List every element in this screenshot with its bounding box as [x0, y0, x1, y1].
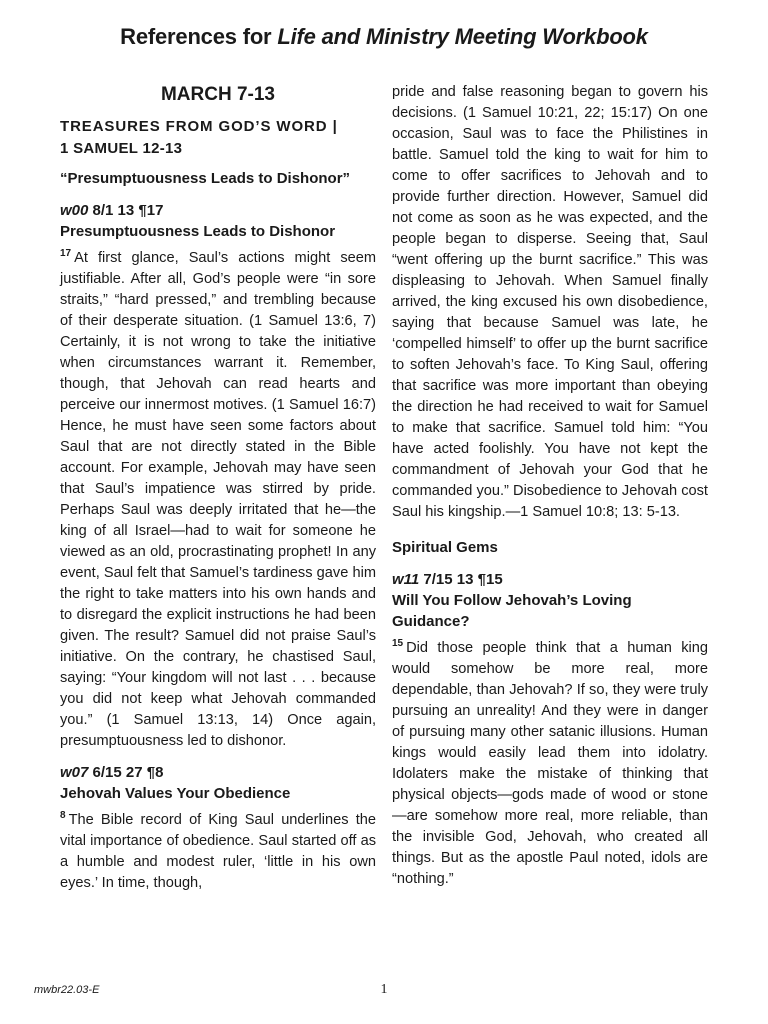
paragraph-number: 8 — [60, 810, 66, 822]
paragraph-number: 17 — [60, 248, 72, 260]
page-title — [0, 24, 768, 50]
paragraph-text: The Bible record of King Saul underlines the vital importance of obedience. Saul started off as a humble and modest ruler, ‘little in his own eyes.’ In time, though, — [60, 812, 376, 891]
reference-citation — [60, 200, 376, 221]
paragraph-number: 15 — [392, 638, 404, 650]
citation-detail: 6/15 27 ¶8 — [88, 764, 164, 781]
publication-code: w07 — [60, 764, 89, 781]
right-column — [392, 82, 708, 894]
paragraph — [60, 248, 376, 752]
paragraph — [392, 638, 708, 890]
article-title: Will You Follow Jehovah’s Loving Guidance? — [392, 592, 632, 630]
publication-code: w11 — [392, 571, 420, 588]
left-column — [60, 84, 376, 898]
footer-code: mwbr22.03-E — [34, 984, 100, 996]
paragraph-continuation: pride and false reasoning began to govern his decisions. (1 Samuel 10:21, 22; 15:17) On one occasion, Saul was to face the Philistines in battle. Samuel told the king to wait for him to come to offer sacrifices to Jehovah and to provide further direction. However, Samuel did not come as soon as he was expected, and the people began to disperse. Seeing that, Saul “went offering up the burnt sacrifice.” This was displeasing to Jehovah. When Samuel finally arrived, the king excused his own disobedience, saying that because Samuel was late, he ‘compelled himself’ to offer up the burnt sacrifice to soften Jehovah’s face. To King Saul, offering that sacrifice was more important than obeying the direction he had received to wait for Samuel to make that sacrifice. Samuel told him: “You have acted foolishly. You have not kept the commandment of Jehovah your God that he commanded you.” Disobedience to Jehovah cost Saul his kingship.—1 Samuel 10:8; 13: 5-13. — [392, 84, 708, 520]
spiritual-gems-heading: Spiritual Gems — [392, 539, 498, 556]
part-title: “Presumptuousness Leads to Dishonor” — [60, 170, 351, 187]
citation-detail: 7/15 13 ¶15 — [419, 571, 503, 588]
section-heading-line1: TREASURES FROM GOD’S WORD | — [60, 118, 338, 135]
week-heading: MARCH 7-13 — [160, 84, 276, 105]
page-number: 1 — [380, 982, 388, 997]
section-heading-line2: 1 SAMUEL 12-13 — [60, 140, 183, 157]
page-title-italic: Life and Ministry Meeting Workbook — [277, 24, 648, 49]
publication-code: w00 — [60, 202, 89, 219]
paragraph-text: Did those people think that a human king would somehow be more real, more dependable, than Jehovah? If so, they were truly pursuing an unreality! And they were in danger of pursuing many other satanic illusions. Human kings would easily lead them into idolatry. Idolaters make the mistake of thinking that physical objects—gods made of wood or stone—are somehow more real, more reliable, than the invisible God, Jehovah, who created all things. But as the apostle Paul noted, idols are “nothing.” — [392, 640, 708, 887]
citation-detail: 8/1 13 ¶17 — [88, 202, 164, 219]
reference-citation — [392, 569, 708, 590]
reference-citation — [60, 762, 376, 783]
page-title-prefix: References for — [120, 24, 278, 49]
article-title: Jehovah Values Your Obedience — [60, 785, 291, 802]
section-heading — [60, 116, 376, 160]
paragraph-text: At first glance, Saul’s actions might seem justifiable. After all, God’s people were “in sore straits,” “hard pressed,” and trembling because of their desperate situation. (1 Samuel 13:6, 7) Certainly, it is not wrong to take the initiative when circumstances warrant it. Remember, though, that Jehovah can read hearts and perceive our innermost motives. (1 Samuel 16:7) Hence, he must have seen some factors about Saul that are not directly stated in the Bible account. For example, Jehovah may have seen that Saul’s impatience was stirred by pride. Perhaps Saul was deeply irritated that he—the king of all Israel—had to wait for someone he viewed as an old, procrastinating prophet! In any event, Saul felt that Samuel’s tardiness gave him the right to take matters into his own hands and to disregard the explicit instructions he had been given. The result? Samuel did not praise Saul’s initiative. On the contrary, he chastised Saul, saying: “Your kingdom will not last . . . because you did not keep what Jehovah commanded you.” (1 Samuel 13:13, 14) Once again, presumptuousness led to dishonor. — [60, 250, 376, 749]
article-title: Presumptuousness Leads to Dishonor — [60, 223, 336, 240]
paragraph — [60, 810, 376, 894]
